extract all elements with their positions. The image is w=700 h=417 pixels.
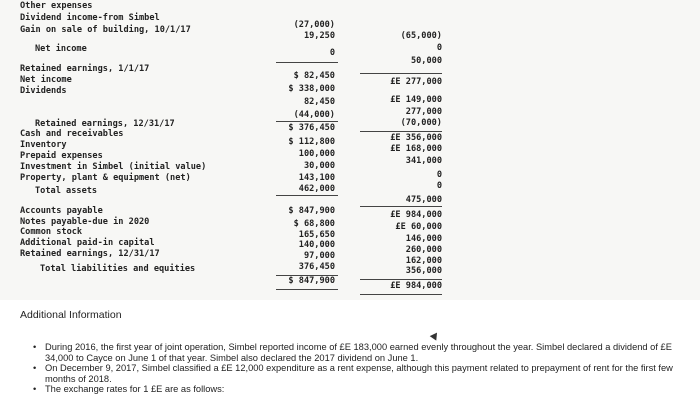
col2-value: 260,000	[405, 245, 442, 255]
col1-value: $ 847,900	[288, 276, 335, 286]
row-label: Investment in Simbel (initial value)	[20, 162, 207, 172]
row-label: Retained earnings, 12/31/17	[20, 249, 160, 259]
col1-value: $ 338,000	[288, 84, 335, 94]
col2-value: 341,000	[405, 156, 442, 166]
col2-value: 0	[436, 181, 442, 191]
col1-value: $ 376,450	[288, 123, 335, 133]
col1-value: $ 112,800	[288, 137, 335, 147]
list-item	[33, 384, 693, 395]
double-underline	[360, 294, 442, 295]
row-label: Net income	[20, 75, 72, 85]
table-row	[0, 44, 700, 66]
col1-value: 30,000	[303, 161, 335, 171]
col2-value: 0	[436, 170, 442, 180]
col1-value: 0	[329, 48, 335, 58]
row-label: Other expenses	[20, 1, 93, 11]
col1-value: 100,000	[298, 149, 335, 159]
row-label: Total assets	[35, 186, 98, 196]
double-underline	[276, 289, 338, 290]
bullet-text: On December 9, 2017, Simbel classified a £E 12,000 expenditure as a rent expense, although this payment related to prepayment of rent for the first few months of 2018.	[45, 363, 673, 384]
row-label: Retained earnings, 1/1/17	[20, 64, 150, 74]
bullet-text: The exchange rates for 1 £E are as follows:	[45, 384, 225, 395]
col2-value: 146,000	[405, 234, 442, 244]
col2-value: 0	[436, 43, 442, 53]
col2-value: £E 168,000	[390, 144, 442, 154]
col1-value: 82,450	[303, 97, 335, 107]
row-label: Inventory	[20, 140, 67, 150]
row-label: Common stock	[20, 227, 83, 237]
col2-value: £E 984,000	[390, 281, 442, 291]
row-label: Retained earnings, 12/31/17	[35, 119, 175, 129]
col1-value: (27,000)	[293, 20, 335, 30]
list-item	[33, 363, 693, 384]
bullet-icon: •	[33, 363, 37, 374]
col2-value: £E 60,000	[395, 222, 442, 232]
bullet-icon: •	[33, 342, 37, 352]
row-label: Notes payable-due in 2020	[20, 217, 150, 227]
list-item	[33, 342, 693, 363]
row-label: Prepaid expenses	[20, 151, 103, 161]
col2-value: 50,000	[410, 56, 442, 66]
col1-value: 462,000	[298, 184, 335, 194]
table-row	[0, 264, 700, 291]
col2-value: (70,000)	[400, 118, 442, 128]
col2-value: £E 356,000	[390, 133, 442, 143]
additional-info-list	[33, 342, 693, 395]
col1-value: $ 68,800	[293, 219, 335, 229]
col1-value: 376,450	[298, 262, 335, 272]
col2-value: £E 984,000	[390, 210, 442, 220]
row-label: Accounts payable	[20, 206, 103, 216]
col1-value: $ 847,900	[288, 206, 335, 216]
underline	[360, 279, 442, 280]
bullet-text: During 2016, the first year of joint operation, Simbel reported income of £E 183,000 earned evenly throughout the year. Simbel declared a dividend of £E 34,000 to Cayce on June 1 of that year. Simbel also declared the 2017 dividend on June 1.	[45, 342, 672, 363]
row-label: Property, plant & equipment (net)	[20, 173, 191, 183]
col1-value: 97,000	[303, 251, 335, 261]
row-label: Dividend income-from Simbel	[20, 13, 160, 23]
table-row	[0, 1, 700, 12]
col1-value: 143,100	[298, 173, 335, 183]
col1-value: 140,000	[298, 240, 335, 250]
col2-value: 475,000	[405, 195, 442, 205]
row-label: Gain on sale of building, 10/1/17	[20, 25, 191, 35]
bullet-icon: •	[33, 384, 37, 395]
col2-value: £E 277,000	[390, 77, 442, 87]
row-label: Additional paid-in capital	[20, 238, 155, 248]
row-label: Total liabilities and equities	[40, 264, 196, 274]
additional-info-title: Additional Information	[20, 309, 122, 321]
col2-value: 162,000	[405, 256, 442, 266]
col1-value: 19,250	[303, 31, 335, 41]
row-label: Net income	[35, 44, 87, 54]
col1-value: (44,000)	[293, 110, 335, 120]
row-label: Cash and receivables	[20, 129, 124, 139]
col2-value: 277,000	[405, 107, 442, 117]
col1-value: $ 82,450	[293, 71, 335, 81]
col2-value: £E 149,000	[390, 95, 442, 105]
col2-value: (65,000)	[400, 31, 442, 41]
underline	[276, 62, 338, 63]
row-label: Dividends	[20, 86, 67, 96]
col1-value: 165,650	[298, 230, 335, 240]
col2-value: 356,000	[405, 266, 442, 276]
underline	[360, 73, 442, 74]
mouse-cursor-icon	[430, 330, 441, 340]
